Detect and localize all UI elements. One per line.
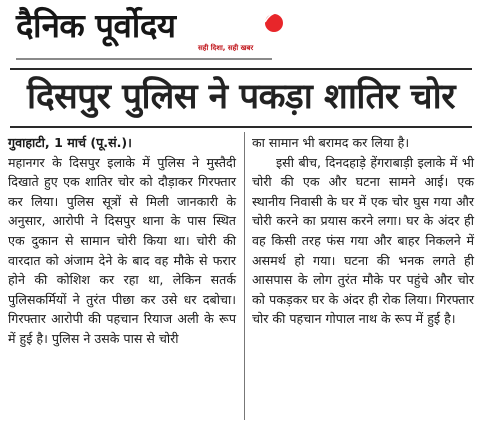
- article-headline: दिसपुर पुलिस ने पकड़ा शातिर चोर: [26, 77, 456, 117]
- newspaper-tagline: सही दिशा, सही खबर: [198, 44, 254, 52]
- article-column-right: [252, 133, 474, 329]
- masthead: [0, 0, 480, 62]
- article-column-left: [8, 133, 236, 349]
- article-paragraph-1: महानगर के दिसपुर इलाके में पुलिस ने मुस्तैदी दिखाते हुए एक शातिर चोर को दौड़ाकर गिरफ्तार कर लिया। पुलिस सूत्रों से मिली जानकारी के अनुसार, आरोपी ने दिसपुर थाना के पास स्थित एक दुकान से सामान चोरी किया था। चोरी की वारदात को अंजाम देने के बाद वह मौके से फरार होने की कोशिश कर रहा था, लेकिन सतर्क पुलिसकर्मियों ने तुरंत पीछा कर उसे धर दबोचा। गिरफ्तार आरोपी की पहचान रियाज अली के रूप में हुई है। पुलिस ने उसके पास से चोरी: [8, 154, 236, 346]
- newspaper-logo: [14, 4, 286, 62]
- swoosh-icon: [261, 6, 289, 24]
- newspaper-name: दैनिक पूर्वोदय: [16, 6, 176, 45]
- headline-rule-bottom: [10, 126, 472, 128]
- masthead-rule: [16, 58, 272, 60]
- article-dateline: गुवाहाटी, 1 मार्च (पू.सं.)।: [8, 135, 132, 150]
- column-divider: [244, 132, 245, 420]
- headline-rule-top: [10, 68, 472, 70]
- article-paragraph-1-continued: का सामान भी बरामद कर लिया है।: [252, 135, 410, 150]
- article-paragraph-2: इसी बीच, दिनदहाड़े हेंगराबाड़ी इलाके में भी चोरी की एक और घटना सामने आई। एक स्थानीय निवासी के घर में एक चोर घुस गया और चोरी करने का प्रयास करने लगा। घर के अंदर ही वह किसी तरह फंस गया और बाहर निकलने में असमर्थ हो गया। घटना की भनक लगते ही आसपास के लोग तुरंत मौके पर पहुंचे और चोर को पकड़कर घर के अंदर ही रोक लिया। गिरफ्तार चोर की पहचान गोपाल नाथ के रूप में हुई है।: [252, 154, 474, 327]
